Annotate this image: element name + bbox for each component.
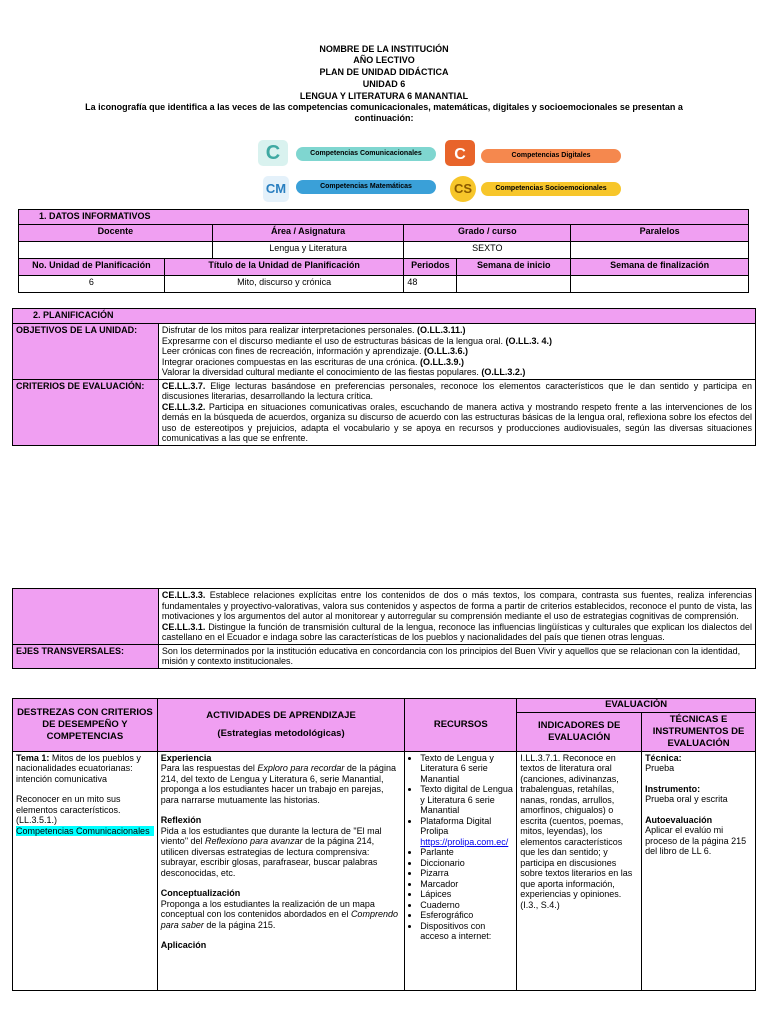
unit-number: UNIDAD 6 <box>362 79 406 89</box>
recurso-item: • Cuaderno <box>420 900 513 911</box>
school-year: AÑO LECTIVO <box>353 55 415 65</box>
objetivo-item: Valorar la diversidad cultural mediante el conocimiento de las fiestas populares. (O.LL.3.2.) <box>161 367 526 377</box>
header-estrategias: (Estrategias metodológicas) <box>217 727 345 739</box>
recurso-item: • Lápices <box>420 889 513 900</box>
criterios-text-cont <box>158 589 755 645</box>
prolipa-link[interactable]: https://prolipa.com.ec/ <box>420 836 509 847</box>
subject-title: LENGUA Y LITERATURA 6 MANANTIAL <box>299 91 469 101</box>
header-recursos: RECURSOS <box>405 699 517 752</box>
section-datos-informativos: 1. DATOS INFORMATIVOS <box>19 210 749 225</box>
header-grado: Grado / curso <box>404 225 571 242</box>
recurso-item: • Dispositivos con acceso a internet: <box>420 921 513 942</box>
criterio-item: CE.LL.3.7. Elige lecturas basándose en preferencias personales, reconoce los elementos característicos que le dan sentido y participa en discusiones literarias, desarrollando la lectura crítica. <box>161 380 752 401</box>
recurso-item: • Texto de Lengua y Literatura 6 serie Manantial <box>420 753 513 785</box>
objetivos-list <box>158 324 755 380</box>
recurso-item: • Esferográfico <box>420 910 513 921</box>
tecnicas-cell <box>642 751 756 990</box>
tecnica-label: Técnica: <box>645 752 682 763</box>
tema-title: Tema 1: Mitos de los pueblos y nacionalidades ecuatorianas: intención comunicativa <box>16 752 141 784</box>
no-unidad-value: 6 <box>19 276 165 293</box>
autoevaluacion-value: Aplicar el evalúo mi proceso de la página 215 del libro de LL 6. <box>645 825 747 856</box>
criterio-item: CE.LL.3.2. Participa en situaciones comunicativas orales, escuchando de manera activa y mostrando respeto frente a las intervenciones de los demás en la búsqueda de acuerdos, organiza su discurso de acuerdo con las estructuras básicas de la lengua oral, reflexiona sobre los efectos del uso de estereotipos y prejuicios, adapta el vocabulario y se apoya en recursos y producciones audiovisuales, según las diversas situaciones comunicativas a las que se enfrente. <box>161 401 752 443</box>
recurso-item: • Marcador <box>420 879 513 890</box>
conceptualizacion-text: Proponga a los estudiantes la realización de un mapa conceptual con los contenidos abordados en el Comprendo para saber de la página 215. <box>160 898 398 930</box>
recurso-item: • Texto digital de Lengua y Literatura 6 serie Manantial <box>420 784 513 816</box>
experiencia-title: Experiencia <box>160 752 212 763</box>
institution-name: NOMBRE DE LA INSTITUCIÓN <box>319 44 449 54</box>
objetivos-label: OBJETIVOS DE LA UNIDAD: <box>13 324 159 380</box>
datos-informativos-table <box>18 209 749 293</box>
header-paralelos: Paralelos <box>571 225 749 242</box>
paralelos-value <box>571 242 749 259</box>
header-semana-fin: Semana de finalización <box>571 259 749 276</box>
header-destrezas: DESTREZAS CON CRITERIOS DE DESEMPEÑO Y COMPETENCIAS <box>13 699 158 752</box>
header-actividades-title: ACTIVIDADES DE APRENDIZAJE <box>206 709 356 721</box>
objetivo-item: Disfrutar de los mitos para realizar interpretaciones personales. (O.LL.3.11.) <box>161 325 466 335</box>
aplicacion-title: Aplicación <box>160 940 207 950</box>
objetivo-item: Expresarme con el discurso mediante el uso de estructuras básicas de la lengua oral. (O.LL.3. 4.) <box>161 335 553 346</box>
plan-title: PLAN DE UNIDAD DIDÁCTICA <box>319 67 449 77</box>
objetivo-item: Leer crónicas con fines de recreación, información y aprendizaje. (O.LL.3.6.) <box>161 346 469 356</box>
actividades-cell <box>157 751 404 990</box>
ejes-text: Son los determinados por la institución educativa en concordancia con los principios del Buen Vivir y aquellos que se relacionan con la identidad, misión y contexto institucionales. <box>158 644 755 668</box>
semana-fin-value <box>571 276 749 293</box>
objetivo-item: Integrar oraciones compuestas en las escrituras de una crónica. (O.LL.3.9.) <box>161 356 465 367</box>
grado-value: SEXTO <box>404 242 571 259</box>
titulo-unidad-value: Mito, discurso y crónica <box>164 276 404 293</box>
header-area: Área / Asignatura <box>212 225 404 242</box>
recurso-item: • Diccionario <box>420 858 513 869</box>
matematicas-icon: CM <box>263 176 289 202</box>
matematicas-label: Competencias Matemáticas <box>296 180 436 194</box>
instrumento-label: Instrumento: <box>645 783 701 794</box>
indicador-cell: I.LL.3.7.1. Reconoce en textos de literatura oral (canciones, adivinanzas, trabalenguas, retahílas, nanas, rondas, arrullos, amorfinos, chigualos) o escrita (cuentos, poemas, mitos, leyendas), los elementos característicos que les dan sentido; y participa en discusiones sobre textos literarios en las que aporta información, experiencias y opiniones. (I.3., S.4.) <box>517 751 642 990</box>
conceptualizacion-title: Conceptualización <box>160 888 241 898</box>
ejes-label: EJES TRANSVERSALES: <box>13 644 159 668</box>
comunicacionales-label: Competencias Comunicacionales <box>296 147 436 161</box>
comunicacionales-icon: C <box>258 140 288 166</box>
instrumento-value: Prueba oral y escrita <box>645 794 728 804</box>
semana-inicio-value <box>457 276 571 293</box>
section-planificacion: 2. PLANIFICACIÓN <box>13 309 756 324</box>
experiencia-text: Para las respuestas del Exploro para recordar de la página 214, del texto de Lengua y Literatura 6, serie Manantial, proponga a los estudiantes hacer un trabajo en parejas, para narrarse mutuamente las historias. <box>160 763 396 805</box>
criterios-text <box>158 379 755 445</box>
actividades-table <box>12 698 756 991</box>
socioemocionales-label: Competencias Socioemocionales <box>481 182 621 196</box>
header-actividades <box>157 699 404 752</box>
header-indicadores: INDICADORES DE EVALUACIÓN <box>517 712 642 751</box>
criterios-continuation-table <box>12 588 756 669</box>
digitales-icon: C <box>445 140 475 166</box>
criterios-label-cont <box>13 589 159 645</box>
recurso-item: • Parlante <box>420 847 513 858</box>
criterio-item: CE.LL.3.1. Distingue la función de transmisión cultural de la lengua, reconoce las influencias lingüísticas y culturales que explican los dialectos del castellano en el Ecuador e indaga sobre las características de los pueblos y nacionalidades del país que tienen otras lenguas. <box>161 621 752 642</box>
digitales-label: Competencias Digitales <box>481 149 621 163</box>
periodos-value: 48 <box>404 276 457 293</box>
area-value: Lengua y Literatura <box>212 242 404 259</box>
recursos-cell <box>405 751 517 990</box>
iconography-intro: La iconografía que identifica a las veces de las competencias comunicacionales, matemáticas, digitales y socioemocionales se presentan a continuación: <box>85 102 683 123</box>
autoevaluacion-label: Autoevaluación <box>645 814 713 825</box>
reflexion-text: Pida a los estudiantes que durante la lectura de "El mal viento" del Reflexiono para avanzar de la página 214, utilicen diversas estrategias de lectura comprensiva: subrayar, escribir glosas, parafrasear, buscar palabras desconocidas, etc. <box>160 825 382 878</box>
socioemocionales-icon: CS <box>450 176 476 202</box>
header-evaluacion: EVALUACIÓN <box>517 699 756 713</box>
header-no-unidad: No. Unidad de Planificación <box>19 259 165 276</box>
recurso-item: • Pizarra <box>420 868 513 879</box>
header-periodos: Periodos <box>404 259 457 276</box>
header-semana-inicio: Semana de inicio <box>457 259 571 276</box>
competencia-badge: Competencias Comunicacionales <box>16 826 154 837</box>
destreza-cell <box>13 751 158 990</box>
reflexion-title: Reflexión <box>160 815 202 825</box>
destreza-text: Reconocer en un mito sus elementos característicos. (LL.3.5.1.) <box>16 794 121 825</box>
header-docente: Docente <box>19 225 213 242</box>
header-titulo-unidad: Título de la Unidad de Planificación <box>164 259 404 276</box>
header-tecnicas: TÉCNICAS E INSTRUMENTOS DE EVALUACIÓN <box>642 712 756 751</box>
recurso-item: • Plataforma Digital Prolipa https://prolipa.com.ec/ <box>420 816 513 848</box>
planificacion-table <box>12 308 756 446</box>
tecnica-value: Prueba <box>645 763 675 773</box>
criterio-item: CE.LL.3.3. Establece relaciones explícitas entre los contenidos de dos o más textos, los compara, contrasta sus fuentes, realiza inferencias fundamentales y proyectivo-valorativas, valora sus contenidos y aspectos de forma a partir de criterios establecidos, reconoce el punto de vista, las motivaciones y los argumentos del autor al monitorear y autorregular su comprensión mediante el uso de estrategias cognitivas de comprensión. <box>161 590 752 621</box>
docente-value <box>19 242 213 259</box>
criterios-label: CRITERIOS DE EVALUACIÓN: <box>13 379 159 445</box>
